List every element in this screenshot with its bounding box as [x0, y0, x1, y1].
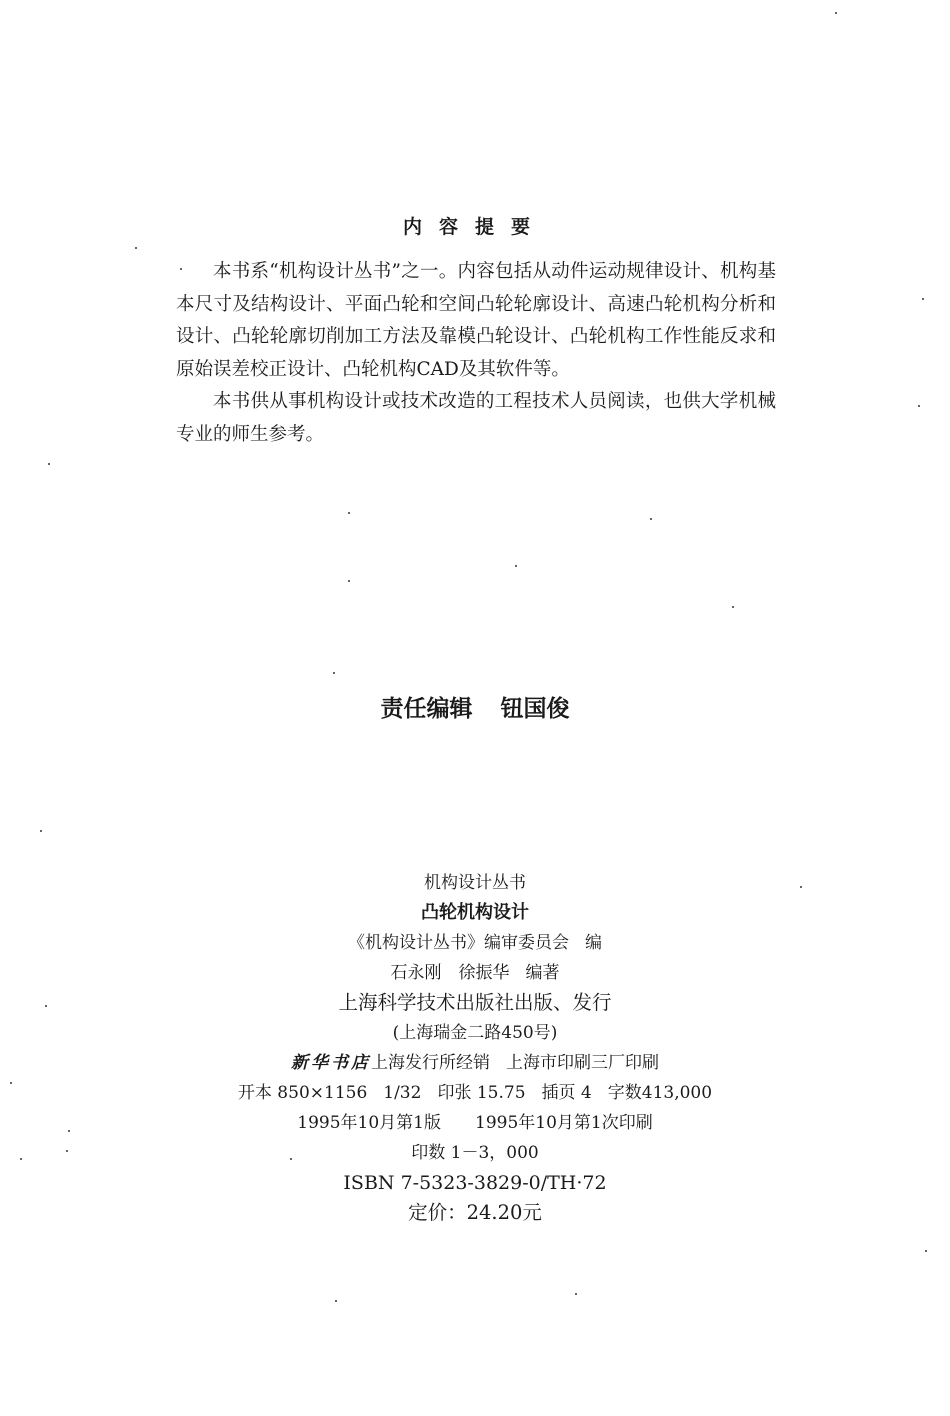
- printing-text: 1995年10月第1次印刷: [475, 1113, 653, 1133]
- series-name: 机构设计丛书: [424, 873, 526, 893]
- scan-speck: [40, 830, 42, 832]
- publisher-line: 上海科学技术出版社出版、发行: [338, 991, 612, 1014]
- committee-line: [0, 928, 950, 958]
- scan-speck: [335, 1300, 337, 1302]
- edition-line: [0, 1108, 950, 1138]
- format-line: [0, 1078, 950, 1108]
- scan-speck: [732, 606, 734, 608]
- scan-speck: [925, 1250, 927, 1252]
- editor-label: 责任编辑: [380, 696, 473, 722]
- summary-paragraph-1: 本书系“机构设计丛书”之一。内容包括从动件运动规律设计、机构基本尺寸及结构设计、平面凸轮和空间凸轮轮廓设计、高速凸轮机构分析和设计、凸轮轮廓切削加工方法及靠模凸轮设计、凸轮机构工作性能反求和原始误差校正设计、凸轮机构CAD及其软件等。: [176, 261, 776, 380]
- xinhua-bookstore-logo: 新华书店: [291, 1053, 371, 1073]
- scan-speck: [66, 1150, 68, 1152]
- scan-speck: [515, 565, 517, 567]
- summary-title: 内容提要: [402, 216, 547, 238]
- authors-line: [0, 958, 950, 988]
- edition-text: 1995年10月第1版: [297, 1113, 441, 1133]
- format-fold: 1/32: [383, 1083, 422, 1103]
- summary-text: [176, 256, 776, 451]
- authors-role: 编著: [525, 963, 560, 983]
- distributor-text: 上海发行所经销: [371, 1053, 490, 1073]
- scan-speck: [835, 12, 837, 14]
- scan-speck: [10, 1082, 12, 1084]
- scan-speck: [333, 672, 335, 674]
- isbn: ISBN 7-5323-3829-0/TH·72: [343, 1172, 607, 1194]
- authors-names: 石永刚 徐振华: [390, 963, 510, 983]
- format-size: 开本 850×1156: [237, 1083, 368, 1103]
- scan-speck: [68, 1130, 70, 1132]
- book-title: 凸轮机构设计: [421, 902, 529, 923]
- scan-speck: [180, 268, 182, 270]
- distribution-line: [0, 1048, 950, 1078]
- scan-speck: [575, 1293, 577, 1295]
- committee-role: 编: [585, 933, 602, 953]
- committee-name: 《机构设计丛书》编审委员会: [348, 933, 569, 953]
- scan-speck: [135, 247, 137, 249]
- word-count: 字数413,000: [607, 1083, 713, 1103]
- scan-speck: [20, 1158, 22, 1160]
- scan-speck: [290, 1158, 292, 1160]
- colophon: [0, 868, 950, 1228]
- scan-speck: [348, 512, 350, 514]
- responsible-editor: [0, 690, 950, 723]
- summary-paragraph-2: 本书供从事机构设计或技术改造的工程技术人员阅读，也供大学机械专业的师生参考。: [176, 391, 776, 445]
- print-run: 印数 1－3，000: [411, 1143, 539, 1163]
- printer-text: 上海市印刷三厂印刷: [506, 1053, 659, 1073]
- price: 定价：24.20元: [408, 1201, 542, 1224]
- scan-speck: [650, 518, 652, 520]
- scan-speck: [800, 886, 802, 888]
- publisher-address: (上海瑞金二路450号): [392, 1023, 558, 1043]
- plates-count: 插页 4: [541, 1083, 592, 1103]
- scan-speck: [348, 580, 350, 582]
- scan-speck: [48, 463, 50, 465]
- scan-speck: [918, 405, 920, 407]
- editor-name: 钮国俊: [500, 696, 570, 722]
- scan-speck: [45, 1005, 47, 1007]
- scan-speck: [922, 298, 924, 300]
- print-sheets: 印张 15.75: [437, 1083, 526, 1103]
